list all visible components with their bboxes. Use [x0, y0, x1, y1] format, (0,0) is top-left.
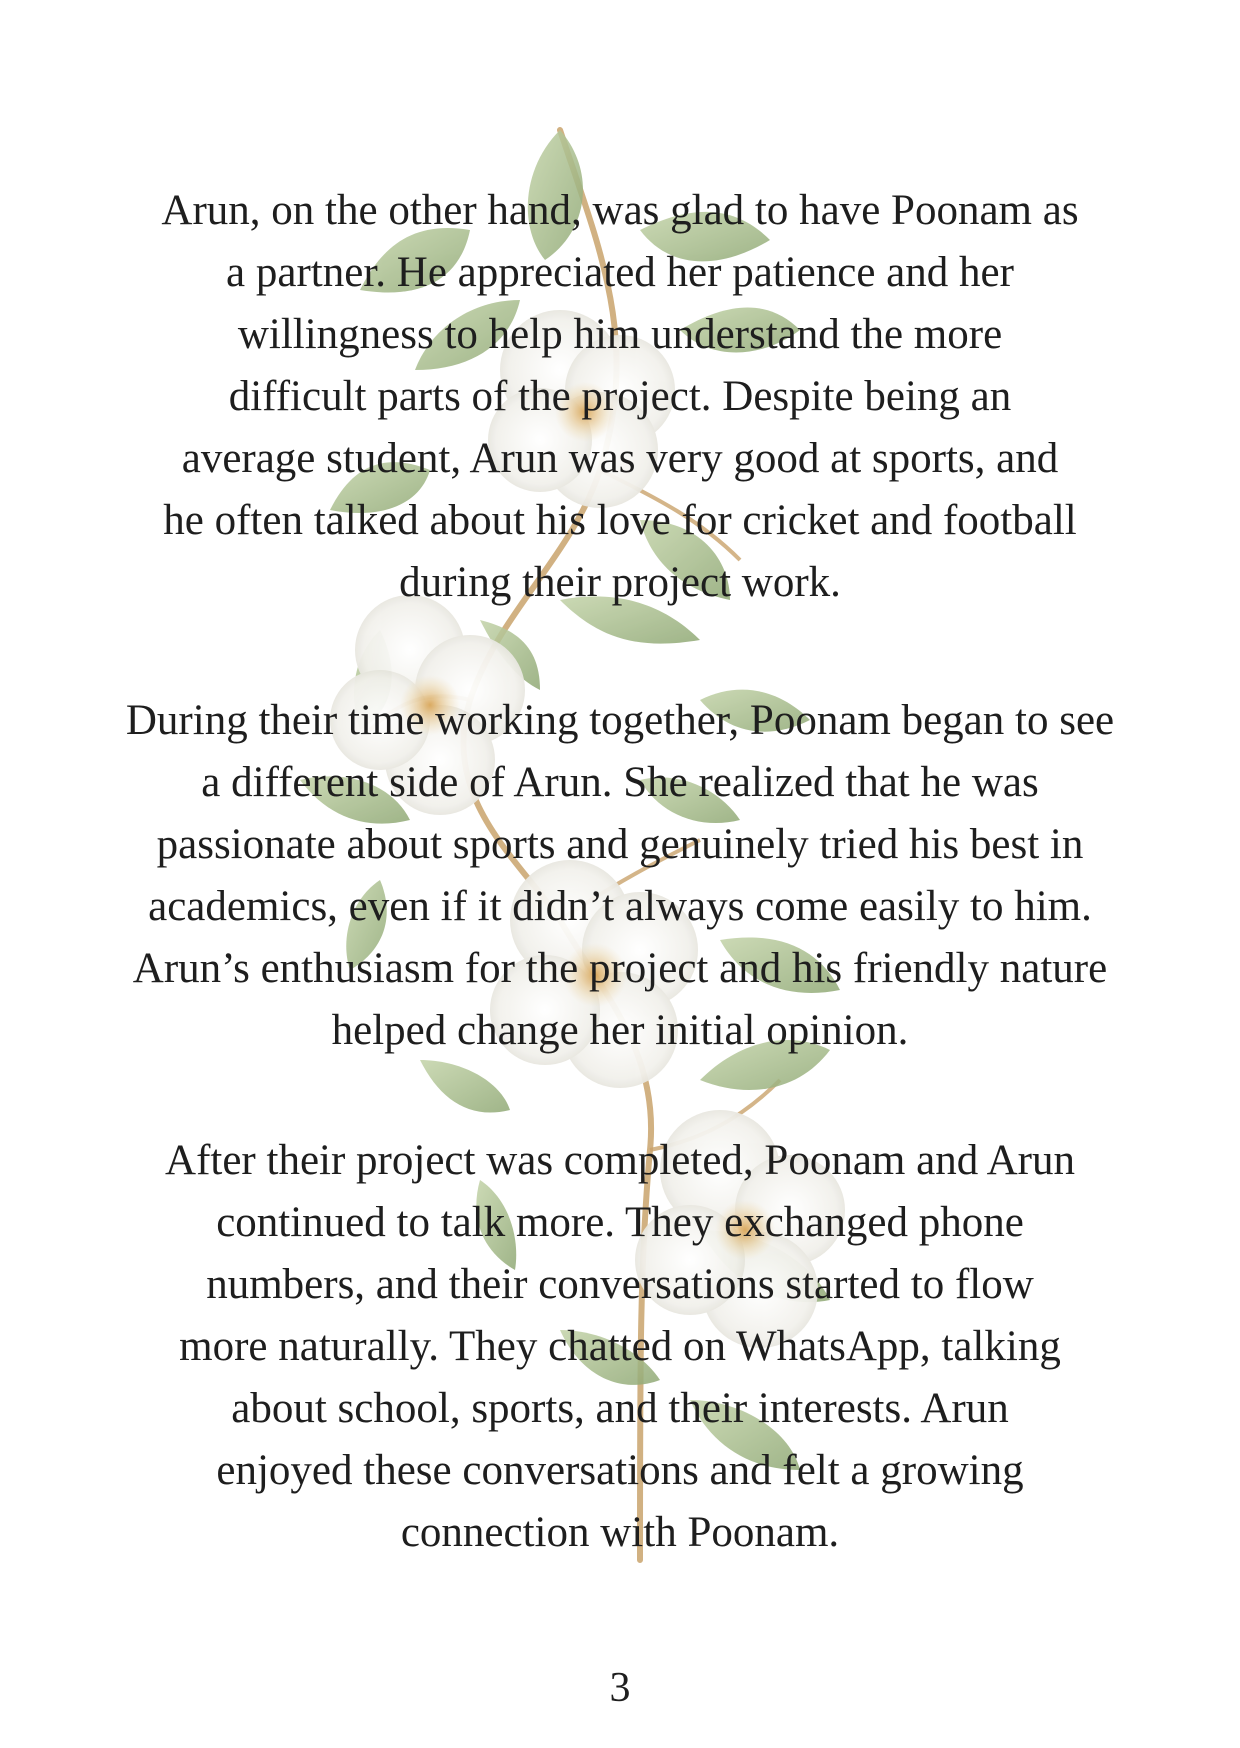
paragraph-line: passionate about sports and genuinely tried his best in: [156, 821, 1084, 868]
paragraph-line: willingness to help him understand the more: [237, 311, 1003, 358]
paragraph-line: he often talked about his love for cricket and football: [163, 497, 1077, 544]
paragraph-line: a different side of Arun. She realized that he was: [201, 759, 1039, 806]
paragraph-line: Arun’s enthusiasm for the project and his friendly nature: [132, 945, 1108, 992]
paragraph-line: about school, sports, and their interests. Arun: [231, 1385, 1009, 1432]
paragraph-line: more naturally. They chatted on WhatsApp, talking: [179, 1323, 1061, 1370]
paragraph-line: academics, even if it didn’t always come easily to him.: [148, 883, 1092, 930]
paragraph-line: During their time working together, Poonam began to see: [125, 697, 1115, 744]
paragraph-3: [40, 1130, 1200, 1564]
paragraph-2: [40, 690, 1200, 1062]
paragraph-line: average student, Arun was very good at sports, and: [181, 435, 1059, 482]
paragraph-line: connection with Poonam.: [400, 1509, 840, 1556]
paragraph-line: helped change her initial opinion.: [331, 1007, 909, 1054]
paragraph-line: numbers, and their conversations started to flow: [206, 1261, 1034, 1308]
paragraph-line: difficult parts of the project. Despite being an: [228, 373, 1012, 420]
paragraph-line: After their project was completed, Poonam and Arun: [165, 1137, 1075, 1184]
paragraph-line: during their project work.: [399, 559, 841, 606]
paragraph-1: [40, 180, 1200, 614]
page-number: 3: [609, 1665, 631, 1711]
paragraph-line: enjoyed these conversations and felt a growing: [216, 1447, 1024, 1494]
paragraph-line: continued to talk more. They exchanged phone: [216, 1199, 1024, 1246]
paragraph-line: Arun, on the other hand, was glad to have Poonam as: [161, 187, 1079, 234]
paragraph-line: a partner. He appreciated her patience and her: [226, 249, 1014, 296]
